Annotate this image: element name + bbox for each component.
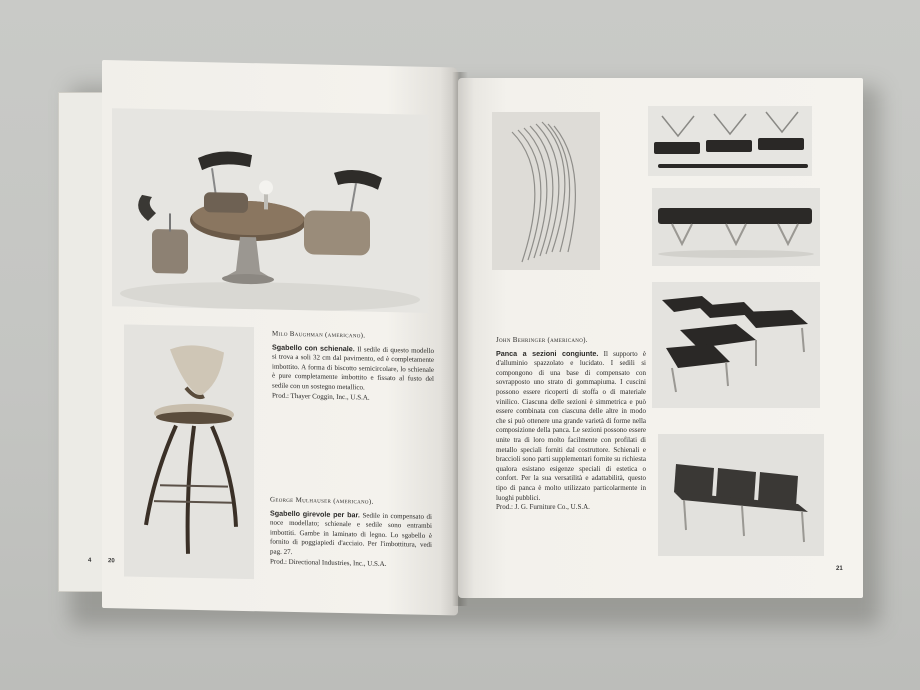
caption-body: Sedile in compensato di noce modellato; schienale e sedile sono entrambi imbottiti. Gambe in laminato di legno. Lo sgabello è fornito di poggiapiedi d'acciaio. Per l'imbottitura, vedi pag. 27. bbox=[270, 511, 432, 556]
caption-producer: Prod.: J. G. Furniture Co., U.S.A. bbox=[496, 503, 590, 512]
caption-body: Il supporto è d'alluminio spazzolato e lucidato. I sedili si compongono di una base di compensato con sovrapposto uno strato di gommapiuma. I cuscini possono essere ricoperti di stoffa o di materiale vinilico. Ciascuna delle sezioni è simmetrica e può essere combinata con ciascuna delle altre in modo che si può ottenere una grande varietà di forme nella composizione della panca. Le sezioni possono essere unite tra di loro molto facilmente con profilati di metallo speciali forniti dal costruttore. Schienali e braccioli sono parti supplementari fornite su richiesta qualora esistano esigenze speciali di estetica o confort. Per la sua versatilità e adattabilità, questo tipo di panca è molto utilizzato particolarmente in luoghi pubblici. bbox=[496, 349, 646, 502]
page-number-left: 20 bbox=[108, 558, 115, 565]
caption-author: John Behringer (americano). bbox=[496, 336, 588, 344]
photo-bench-seats-parts bbox=[648, 106, 812, 176]
right-page bbox=[458, 78, 863, 598]
photo-bench-with-backrest bbox=[658, 434, 824, 556]
caption-producer: Prod.: Directional Industries, Inc., U.S.A. bbox=[270, 557, 387, 568]
caption-body: Il sedile di questo modello si trova a soli 32 cm dal pavimento, ed è completamente imbottito. A forma di biscotto semicircolare, lo schienale è pure completamente imbottito e fissato al fusto del sedile con un sostegno metallico. bbox=[272, 344, 435, 392]
photo-stools-and-table bbox=[112, 108, 428, 313]
photo-swivel-bar-stool bbox=[124, 324, 254, 579]
photo-three-seat-bench bbox=[652, 188, 820, 266]
page-number-right: 21 bbox=[836, 566, 843, 572]
caption-behringer bbox=[496, 336, 646, 513]
photo-stacked-bench-frames bbox=[492, 112, 600, 270]
caption-mulhauser bbox=[270, 496, 432, 571]
caption-title: Panca a sezioni congiunte. bbox=[496, 348, 599, 358]
caption-title: Sgabello con schienale. bbox=[272, 342, 355, 353]
caption-title: Sgabello girevole per bar. bbox=[270, 508, 360, 519]
photo-l-shaped-bench bbox=[652, 282, 820, 408]
caption-author: Milo Baughman (americano). bbox=[272, 329, 366, 340]
caption-baughman bbox=[272, 330, 434, 405]
spine-mark: 4 bbox=[88, 557, 92, 564]
left-page bbox=[88, 60, 458, 615]
caption-author: George Mulhauser (americano). bbox=[270, 495, 374, 506]
caption-producer: Prod.: Thayer Coggin, Inc., U.S.A. bbox=[272, 391, 370, 402]
